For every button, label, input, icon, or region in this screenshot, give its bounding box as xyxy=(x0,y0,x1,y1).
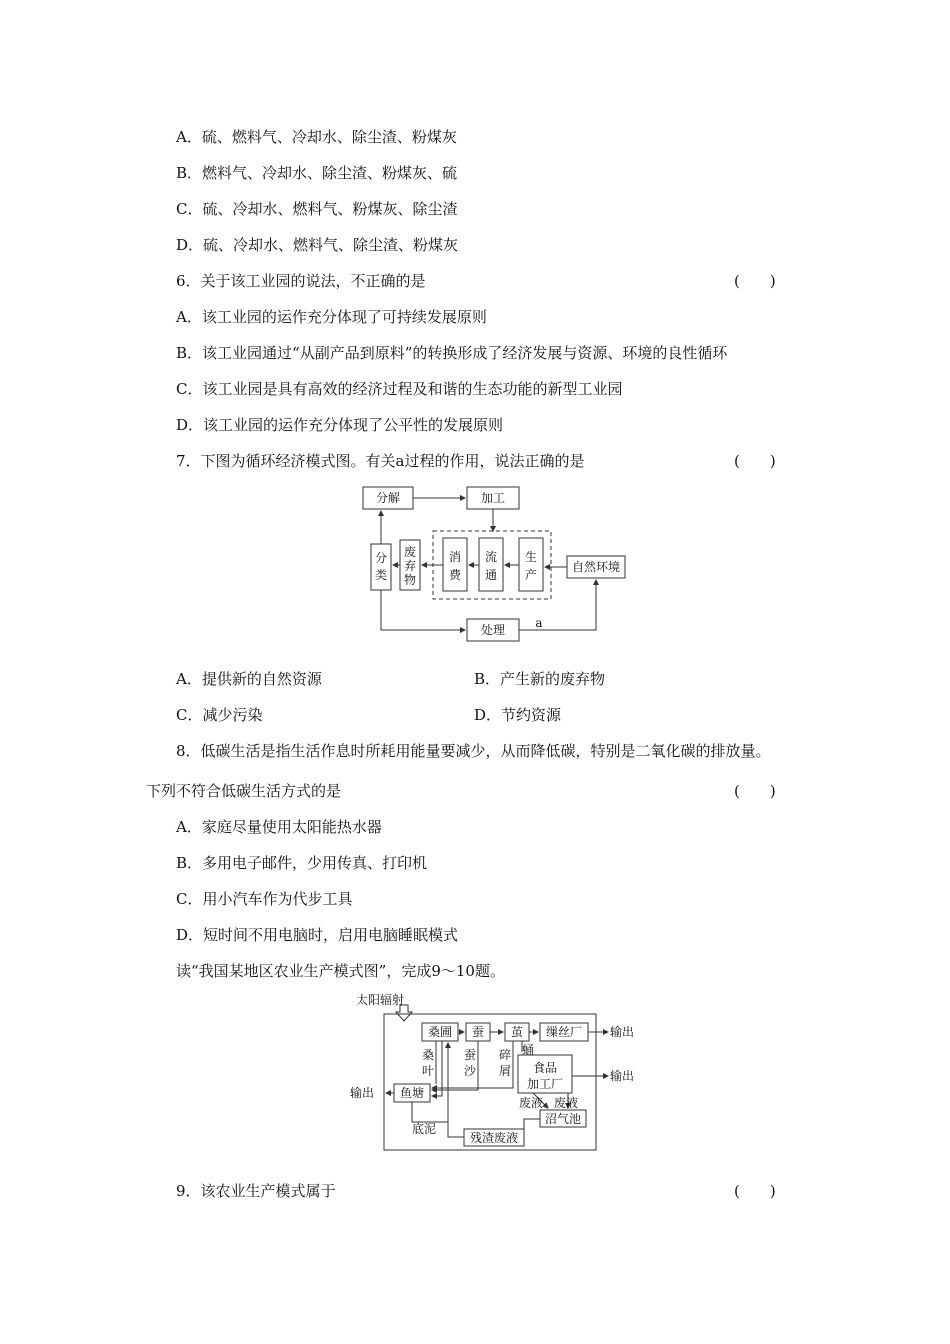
label-output-3: 输出 xyxy=(350,1086,375,1100)
box-liutong xyxy=(479,538,503,591)
box-shengchan xyxy=(519,538,543,591)
label-feiqiwu-2: 弃 xyxy=(403,559,417,573)
label-can: 蚕 xyxy=(471,1025,485,1039)
label-cansha-1: 蚕 xyxy=(463,1048,477,1062)
label-process-a: a xyxy=(535,616,543,630)
q8-stem-line1: 8．低碳生活是指生活作息时所耗用能量要减少，从而降低碳，特别是二氧化碳的排放量。 xyxy=(176,742,771,760)
label-jian: 茧 xyxy=(510,1025,524,1039)
q5-option-b: B．燃料气、冷却水、除尘渣、粉煤灰、硫 xyxy=(176,164,458,182)
label-output-1: 输出 xyxy=(610,1025,635,1039)
q7-option-a: A．提供新的自然资源 xyxy=(176,670,322,688)
label-sangye-2: 叶 xyxy=(421,1064,435,1078)
q7-answer-paren: ( ) xyxy=(734,452,776,470)
q6-option-a: A．该工业园的运作充分体现了可持续发展原则 xyxy=(176,308,487,326)
label-saosi: 缫丝厂 xyxy=(545,1025,583,1039)
label-yutang: 鱼塘 xyxy=(399,1086,425,1100)
label-shengchan-1: 生 xyxy=(524,550,538,564)
label-feiye-1: 废液 xyxy=(518,1096,544,1110)
label-canzha: 残渣废液 xyxy=(469,1131,519,1145)
q6-answer-paren: ( ) xyxy=(734,272,776,290)
q8-answer-paren: ( ) xyxy=(734,782,776,800)
label-feiqiwu-3: 物 xyxy=(403,573,417,587)
label-sangye-1: 桑 xyxy=(421,1048,435,1062)
q8-option-d: D．短时间不用电脑时，启用电脑睡眠模式 xyxy=(176,926,459,944)
q5-option-a: A．硫、燃料气、冷却水、除尘渣、粉煤灰 xyxy=(176,128,457,146)
q6-option-c: C．该工业园是具有高效的经济过程及和谐的生态功能的新型工业园 xyxy=(176,380,623,398)
label-fenjie: 分解 xyxy=(375,491,401,505)
label-xiaofei-2: 费 xyxy=(448,568,462,582)
q9-stem: 9．该农业生产模式属于 xyxy=(176,1182,336,1200)
q7-option-c: C．减少污染 xyxy=(176,706,263,724)
q8-option-b: B．多用电子邮件，少用传真、打印机 xyxy=(176,854,428,872)
q8-option-c: C．用小汽车作为代步工具 xyxy=(176,890,353,908)
q9-answer-paren: ( ) xyxy=(734,1182,776,1200)
label-zhaoqichi: 沼气池 xyxy=(544,1112,582,1126)
q7-option-d: D．节约资源 xyxy=(474,706,562,724)
q7-stem: 7．下图为循环经济模式图。有关a过程的作用，说法正确的是 xyxy=(176,452,585,470)
dashed-group xyxy=(433,531,551,599)
q8-option-a: A．家庭尽量使用太阳能热水器 xyxy=(176,818,382,836)
label-output-2: 输出 xyxy=(610,1069,635,1083)
label-cansha-2: 沙 xyxy=(463,1064,477,1078)
label-liutong-1: 流 xyxy=(484,550,498,564)
label-yong: 蛹 xyxy=(521,1043,535,1057)
label-liutong-2: 通 xyxy=(484,568,498,582)
label-shipin: 食品 xyxy=(532,1061,558,1075)
q6-option-b: B．该工业园通过“从副产品到原料”的转换形成了经济发展与资源、环境的良性循环 xyxy=(176,344,728,362)
label-jiagong: 加工 xyxy=(480,491,506,505)
q6-option-d: D．该工业园的运作充分体现了公平性的发展原则 xyxy=(176,416,504,434)
label-fenlei-1: 分 xyxy=(374,551,388,565)
label-chuli: 处理 xyxy=(480,623,506,637)
label-dini: 底泥 xyxy=(411,1122,437,1136)
agriculture-model-diagram xyxy=(348,992,638,1154)
circular-economy-diagram xyxy=(355,480,630,645)
label-sun: 太阳辐射 xyxy=(356,993,405,1007)
label-fenlei-2: 类 xyxy=(374,568,388,582)
label-feiye-2: 废液 xyxy=(553,1096,579,1110)
label-suixie-2: 屑 xyxy=(498,1064,512,1078)
label-xiaofei-1: 消 xyxy=(448,550,462,564)
label-suixie-1: 碎 xyxy=(498,1048,512,1062)
label-shengchan-2: 产 xyxy=(524,568,538,582)
label-sangyuan: 桑圃 xyxy=(427,1025,453,1039)
q5-option-c: C．硫、冷却水、燃料气、粉煤灰、除尘渣 xyxy=(176,200,458,218)
q7-option-b: B．产生新的废弃物 xyxy=(474,670,606,688)
q6-stem: 6．关于该工业园的说法，不正确的是 xyxy=(176,272,426,290)
label-ziran: 自然环境 xyxy=(571,560,621,574)
box-xiaofei xyxy=(443,538,467,591)
q5-option-d: D．硫、冷却水、燃料气、除尘渣、粉煤灰 xyxy=(176,236,459,254)
sun-arrow-icon xyxy=(396,1005,412,1021)
q9-10-intro: 读“我国某地区农业生产模式图”，完成9～10题。 xyxy=(176,962,505,980)
label-jiagongchang: 加工厂 xyxy=(526,1077,564,1091)
q8-stem-line2: 下列不符合低碳生活方式的是 xyxy=(146,782,342,800)
label-feiqiwu-1: 废 xyxy=(403,545,417,559)
